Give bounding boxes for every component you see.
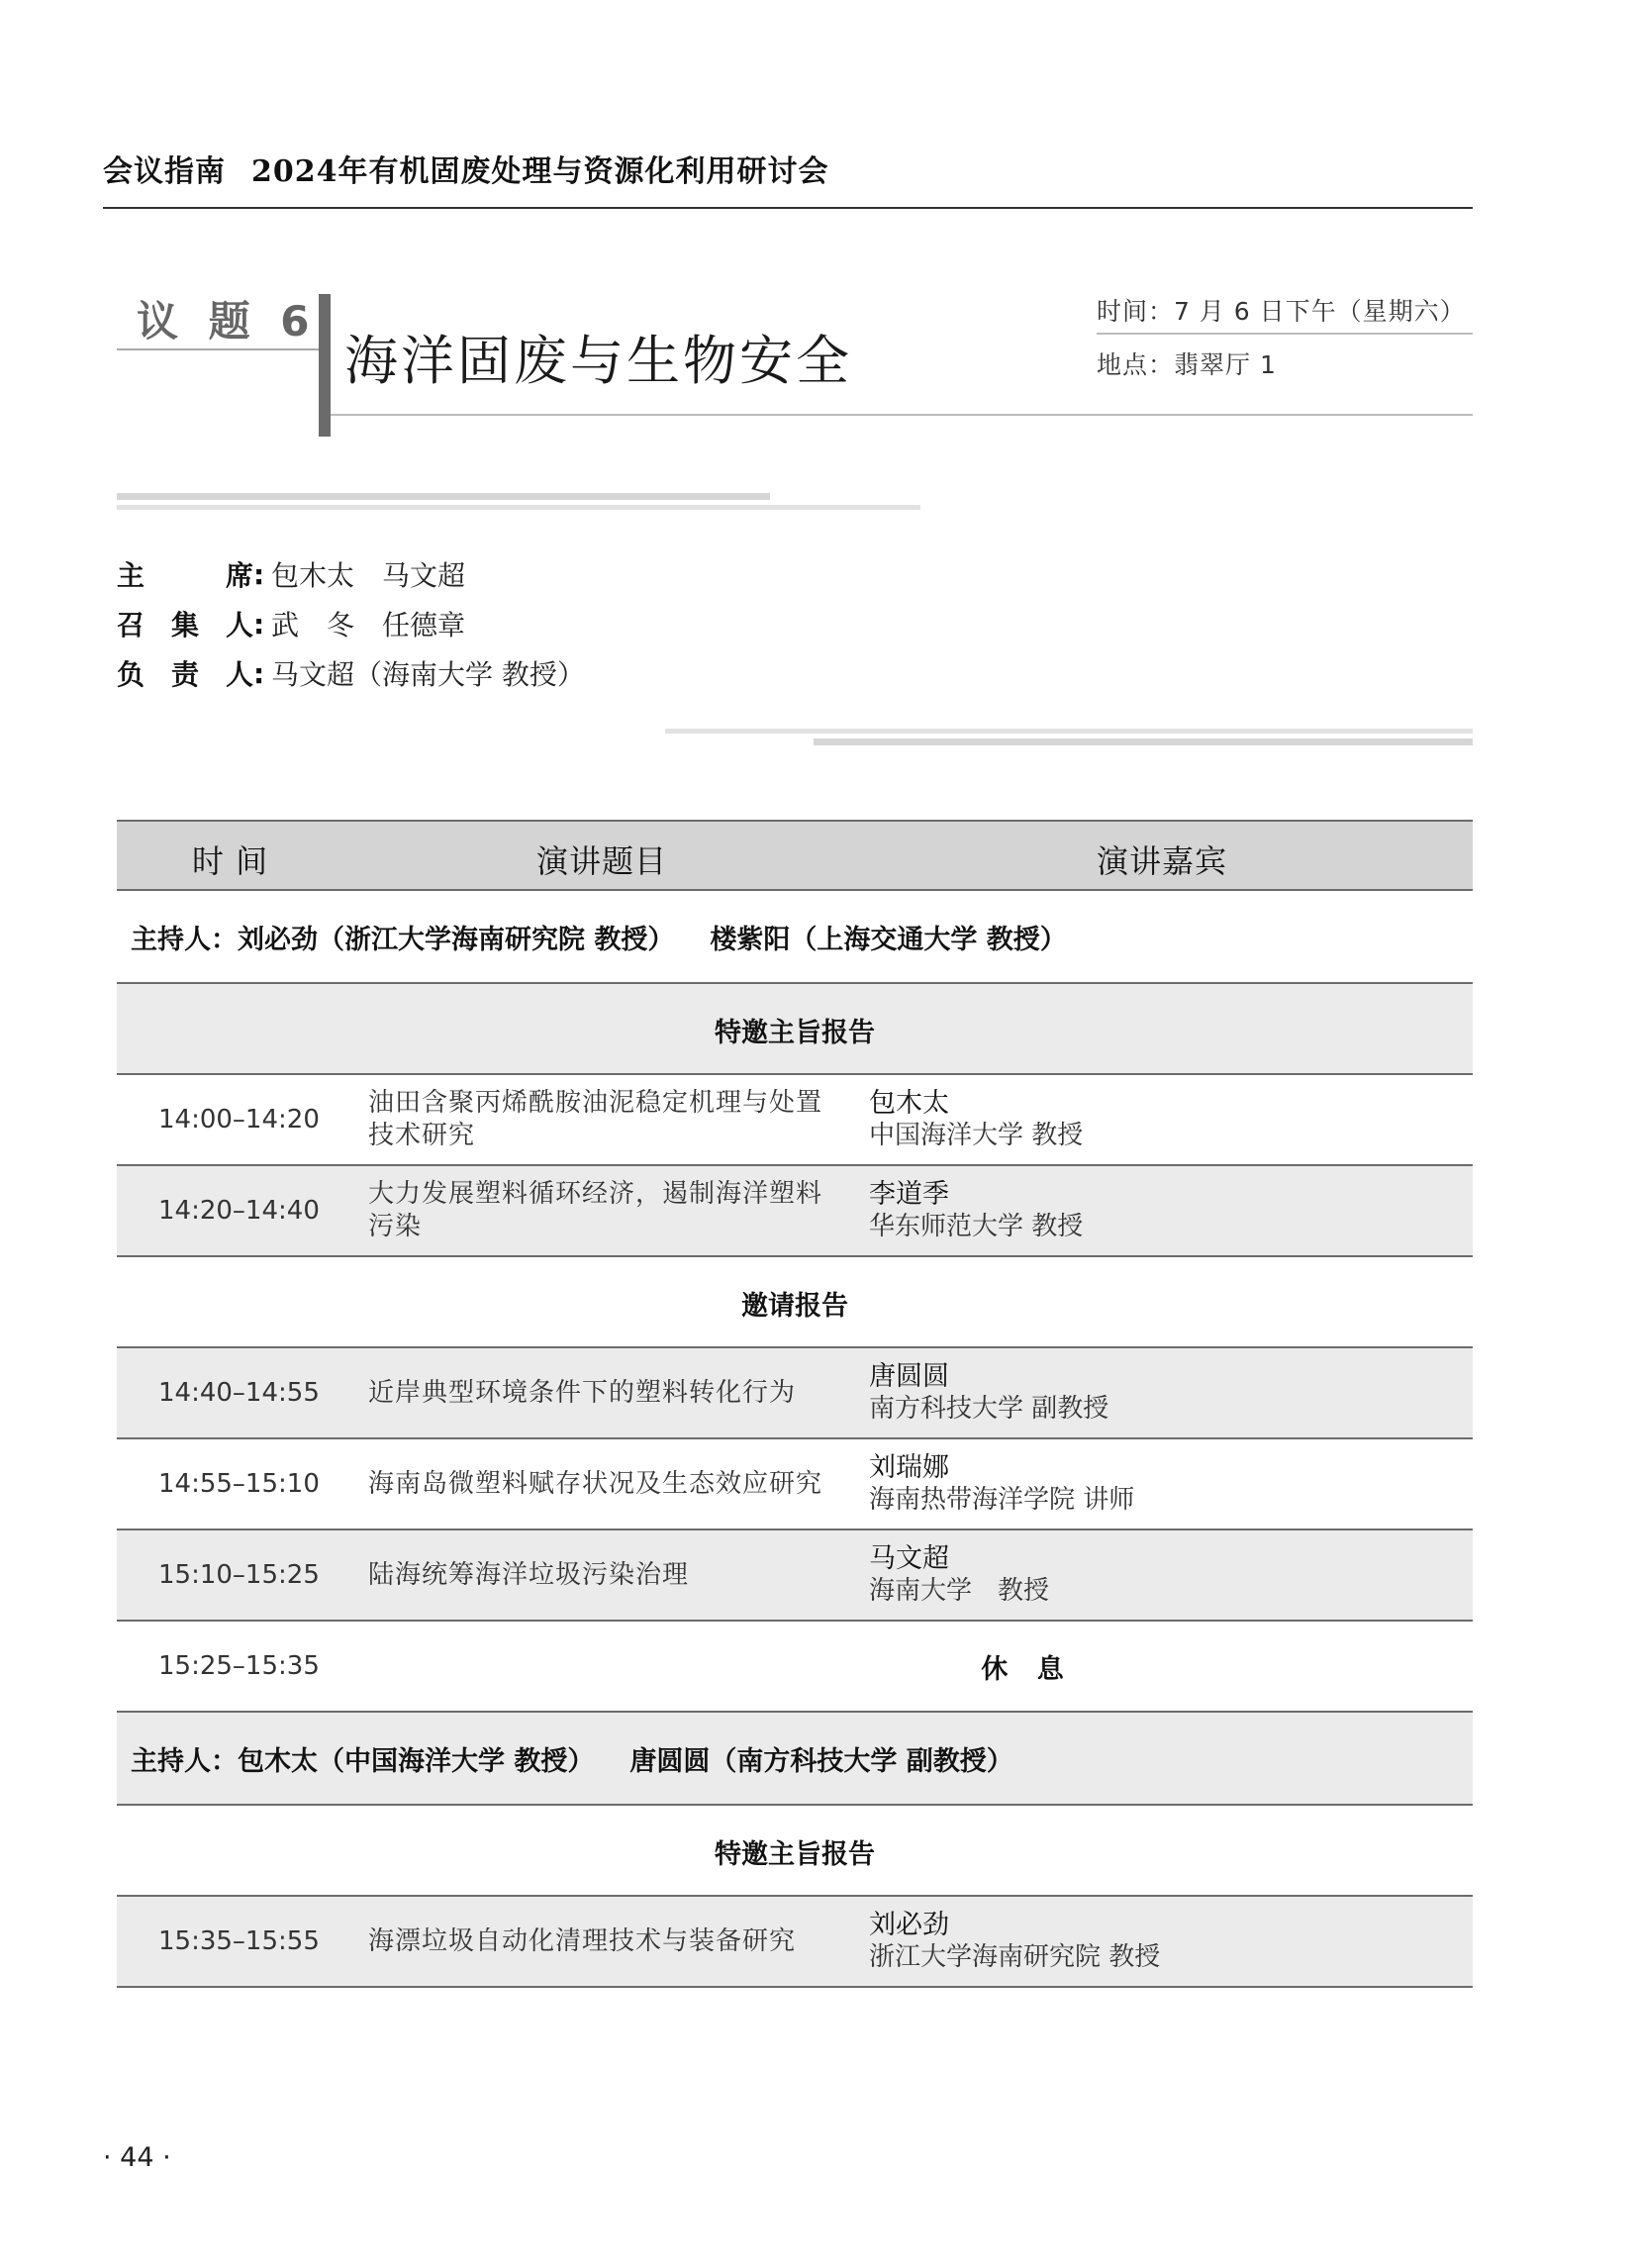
role-value: 武 冬 任德章 [271,609,466,641]
role-colon: : [253,607,265,641]
speaker-name: 唐圆圆 [869,1361,949,1392]
section-row [117,984,1473,1075]
section-title: 特邀主旨报告 [715,1017,875,1048]
role-value: 马文超（海南大学 教授） [271,658,585,691]
table-row [117,1897,1473,1988]
topic-title-rule [331,414,1473,416]
speaker-name: 马文超 [869,1543,949,1574]
session-time: 时间：7 月 6 日下午（星期六） [1097,297,1466,326]
host-label: 主持人： [131,1745,238,1777]
speaker-affiliation: 华东师范大学 教授 [869,1212,1084,1241]
decorative-stripe [665,729,1473,734]
topic-label-rule [117,348,321,350]
talk-time: 14:55–15:10 [158,1469,320,1499]
page-number: · 44 · [103,2142,171,2173]
topic-label: 议 题 6 [137,297,318,345]
speaker-name: 刘瑞娜 [869,1452,949,1483]
host-text [131,891,1067,982]
cell-speaker [869,1348,1108,1437]
header-speaker: 演讲嘉宾 [1097,842,1228,880]
talk-topic: 油田含聚丙烯酰胺油泥稳定机理与处置技术研究 [368,1088,823,1150]
talk-time: 15:35–15:55 [158,1926,320,1956]
talk-time: 14:40–14:55 [158,1378,320,1408]
role-label: 负责人 [117,658,253,691]
host-a: 刘必劲（浙江大学海南研究院 教授） [238,924,675,955]
talk-time: 14:20–14:40 [158,1196,320,1226]
host-row [117,1713,1473,1806]
role-responsible [117,648,585,698]
meta-rule [1097,333,1473,335]
session-roles [117,549,585,698]
header-time: 时 间 [192,842,269,880]
host-label: 主持人： [131,924,238,955]
table-row [117,1530,1473,1622]
decorative-stripe [117,493,770,500]
session-place: 地点：翡翠厅 1 [1097,350,1277,379]
table-row [117,1166,1473,1257]
table-header [117,820,1473,891]
host-b: 楼紫阳（上海交通大学 教授） [710,924,1067,955]
topic-accent-bar [319,294,331,437]
speaker-affiliation: 中国海洋大学 教授 [869,1121,1084,1150]
table-row [117,1075,1473,1166]
table-row [117,1439,1473,1530]
break-row [117,1622,1473,1713]
table-row [117,1348,1473,1439]
break-time: 15:25–15:35 [158,1651,320,1681]
role-label: 召集人 [117,609,253,641]
talk-time: 15:10–15:25 [158,1560,320,1590]
host-text [131,1713,1013,1804]
role-label: 主席 [117,559,253,592]
schedule-table [117,820,1473,1988]
cell-speaker [869,1075,1083,1164]
decorative-stripe [814,739,1473,745]
speaker-affiliation: 海南热带海洋学院 讲师 [869,1485,1135,1515]
running-head [103,147,829,190]
role-value: 包木太 马文超 [271,559,466,592]
break-label: 休 息 [981,1653,1074,1685]
cell-speaker [869,1897,1160,1986]
section-row [117,1257,1473,1348]
talk-topic: 大力发展塑料循环经济，遏制海洋塑料污染 [368,1179,823,1241]
cell-speaker [869,1439,1134,1528]
header-topic: 演讲题目 [536,842,668,880]
section-title: 邀请报告 [741,1290,848,1322]
speaker-name: 李道季 [869,1179,949,1210]
role-chair [117,549,585,599]
running-head-section: 会议指南 [103,154,226,189]
speaker-affiliation: 海南大学 教授 [869,1576,1050,1606]
role-convener [117,599,585,648]
speaker-name: 包木太 [869,1088,949,1119]
host-a: 包木太（中国海洋大学 教授） [238,1745,595,1777]
speaker-affiliation: 浙江大学海南研究院 教授 [869,1942,1161,1972]
host-b: 唐圆圆（南方科技大学 副教授） [629,1745,1013,1777]
talk-topic: 海漂垃圾自动化清理技术与装备研究 [368,1925,797,1956]
role-colon: : [253,557,265,591]
speaker-affiliation: 南方科技大学 副教授 [869,1394,1109,1424]
running-head-conference: 2024年有机固废处理与资源化利用研讨会 [251,154,829,189]
decorative-stripe [117,505,920,510]
talk-topic: 近岸典型环境条件下的塑料转化行为 [368,1377,797,1408]
topic-title: 海洋固废与生物安全 [344,330,852,392]
section-title: 特邀主旨报告 [715,1838,875,1870]
header-rule [103,207,1473,209]
role-colon: : [253,656,265,690]
talk-time: 14:00–14:20 [158,1105,320,1134]
talk-topic: 海南岛微塑料赋存状况及生态效应研究 [368,1468,823,1499]
cell-speaker [869,1166,1083,1255]
section-row [117,1806,1473,1897]
speaker-name: 刘必劲 [869,1910,949,1940]
talk-topic: 陆海统筹海洋垃圾污染治理 [368,1559,690,1590]
cell-speaker [869,1530,1049,1620]
host-row [117,891,1473,984]
